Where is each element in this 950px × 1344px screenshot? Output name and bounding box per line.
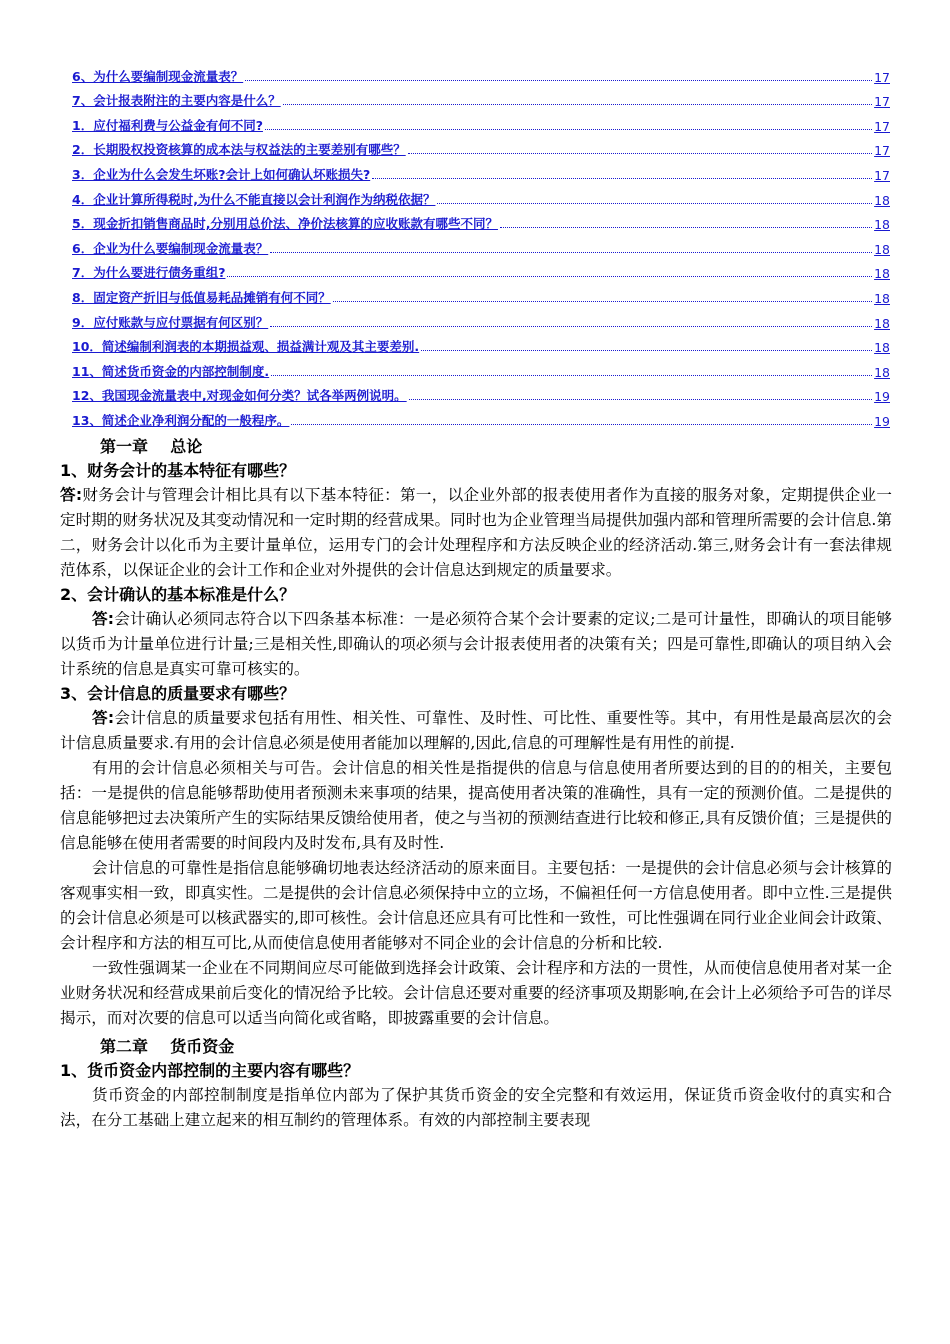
table-of-contents <box>72 62 890 431</box>
toc-entry-text: 6、为什么要编制现金流量表？ <box>72 68 244 84</box>
toc-entry[interactable] <box>72 357 890 382</box>
toc-page-number: 19 <box>874 389 890 405</box>
toc-page-number: 18 <box>874 364 890 380</box>
toc-entry[interactable] <box>72 185 890 210</box>
toc-entry-text: 6．企业为什么要编制现金流量表？ <box>72 240 269 256</box>
toc-entry-text: 12、我国现金流量表中,对现金如何分类？试各举两例说明。 <box>72 388 407 404</box>
toc-entry-text: 1．应付福利费与公益金有何不同? <box>72 117 263 133</box>
toc-page-number: 18 <box>874 266 890 282</box>
toc-leader <box>271 375 872 376</box>
toc-entry[interactable] <box>72 283 890 308</box>
toc-entry-text: 7．为什么要进行债务重组? <box>72 265 226 281</box>
toc-leader <box>421 350 872 351</box>
body-paragraph: 货币资金的内部控制制度是指单位内部为了保护其货币资金的安全完整和有效运用，保证货币资金收付的真实和合法，在分工基础上建立起来的相互制约的管理体系。有效的内部控制主要表现 <box>60 1085 892 1129</box>
toc-leader <box>500 227 872 228</box>
toc-page-number: 18 <box>874 217 890 233</box>
toc-page-number: 17 <box>874 69 890 85</box>
question-heading: 1、财务会计的基本特征有哪些？ <box>60 460 296 480</box>
answer-label: 答: <box>92 708 115 727</box>
answer-label: 答: <box>92 609 115 628</box>
toc-leader <box>291 424 872 425</box>
chapter-title: 第二章 货币资金 <box>100 1036 235 1056</box>
toc-entry[interactable] <box>72 210 890 235</box>
toc-page-number: 17 <box>874 167 890 183</box>
answer-text: 会计确认必须同志符合以下四条基本标准：一是必须符合某个会计要素的定议;二是可计量性，即确认的项目能够以货币为计量单位进行计量;三是相关性,即确认的项必须与会计报表使用者的决策有关；四是可靠性,即确认的项目纳入会计系统的信息是真实可靠可核实的。 <box>60 609 892 678</box>
question-heading: 3、会计信息的质量要求有哪些？ <box>60 683 296 703</box>
toc-entry[interactable] <box>72 308 890 333</box>
toc-leader <box>245 80 872 81</box>
toc-page-number: 18 <box>874 340 890 356</box>
toc-leader <box>437 203 872 204</box>
toc-entry-text: 13、简述企业净利润分配的一般程序。 <box>72 412 290 428</box>
toc-entry-text: 7、会计报表附注的主要内容是什么？ <box>72 93 281 109</box>
toc-leader <box>265 129 872 130</box>
toc-entry-text: 5．现金折扣销售商品时,分别用总价法、净价法核算的应收账款有哪些不同？ <box>72 216 498 232</box>
body-paragraph: 会计信息的可靠性是指信息能够确切地表达经济活动的原来面目。主要包括：一是提供的会计信息必须与会计核算的客观事实相一致，即真实性。二是提供的会计信息必须保持中立的立场，不偏袒任何一方信息使用者。即中立性.三是提供的会计信息必须是可以核武器实的,即可核性。会计信息还应具有可比性和一致性，可比性强调在同行业企业间会计政策、会计程序和方法的相互可比,从而使信息使用者能够对不同企业的会计信息的分析和比较. <box>60 858 892 952</box>
toc-entry-text: 11、简述货币资金的内部控制制度. <box>72 363 270 379</box>
toc-entry[interactable] <box>72 259 890 284</box>
toc-leader <box>270 252 872 253</box>
toc-entry-text: 2．长期股权投资核算的成本法与权益法的主要差别有哪些？ <box>72 142 406 158</box>
toc-entry[interactable] <box>72 382 890 407</box>
body-paragraph: 一致性强调某一企业在不同期间应尽可能做到选择会计政策、会计程序和方法的一贯性，从而使信息使用者对某一企业财务状况和经营成果前后变化的情况给予比较。会计信息还要对重要的经济事项及期影响,在会计上必须给予可告的详尽揭示，而对次要的信息可以适当向简化或省略，即披露重要的会计信息。 <box>60 958 892 1027</box>
chapter-title: 第一章 总论 <box>100 436 203 456</box>
toc-entry-text: 10．简述编制利润表的本期损益观、损益满计观及其主要差别. <box>72 339 420 355</box>
document-page <box>60 62 892 1133</box>
toc-entry[interactable] <box>72 111 890 136</box>
toc-entry-text: 8．固定资产折旧与低值易耗品摊销有何不同？ <box>72 289 331 305</box>
toc-leader <box>270 326 872 327</box>
answer-text: 财务会计与管理会计相比具有以下基本特征：第一，以企业外部的报表使用者作为直接的服务对象，定期提供企业一定时期的财务状况及其变动情况和一定时期的经营成果。同时也为企业管理当局提供加强内部和管理所需要的会计信息.第二，财务会计以化币为主要计量单位，运用专门的会计处理程序和方法反映企业的经济活动.第三,财务会计有一套法律规范体系，以保证企业的会计工作和企业对外提供的会计信息达到规定的质量要求。 <box>60 485 892 579</box>
toc-page-number: 18 <box>874 315 890 331</box>
toc-entry-text: 3．企业为什么会发生坏账?会计上如何确认坏账损失? <box>72 166 371 182</box>
toc-page-number: 17 <box>874 118 890 134</box>
toc-entry[interactable] <box>72 333 890 358</box>
toc-entry[interactable] <box>72 136 890 161</box>
toc-entry[interactable] <box>72 406 890 431</box>
toc-entry-text: 9．应付账款与应付票据有何区别？ <box>72 314 269 330</box>
toc-leader <box>227 276 872 277</box>
toc-page-number: 18 <box>874 241 890 257</box>
body-paragraph: 有用的会计信息必须相关与可告。会计信息的相关性是指提供的信息与信息使用者所要达到的目的的相关，主要包括：一是提供的信息能够帮助使用者预测未来事项的结果，提高使用者决策的准确性，具有一定的预测价值。二是提供的信息能够把过去决策所产生的实际结果反馈给使用者，使之与当初的预测结查进行比较和修正,具有反馈价值；三是提供的信息能够在使用者需要的时间段内及时发布,具有及时性. <box>60 758 892 852</box>
toc-leader <box>409 399 872 400</box>
question-heading: 2、会计确认的基本标准是什么？ <box>60 584 296 604</box>
answer-label: 答: <box>60 485 83 504</box>
toc-entry[interactable] <box>72 87 890 112</box>
toc-page-number: 19 <box>874 413 890 429</box>
toc-leader <box>372 178 872 179</box>
toc-entry[interactable] <box>72 62 890 87</box>
answer-text: 会计信息的质量要求包括有用性、相关性、可靠性、及时性、可比性、重要性等。其中，有用性是最高层次的会计信息质量要求.有用的会计信息必须是使用者能加以理解的,因此,信息的可理解性是有用性的前提. <box>60 708 892 752</box>
toc-leader <box>283 104 872 105</box>
toc-entry-text: 4．企业计算所得税时,为什么不能直接以会计利润作为纳税依据？ <box>72 191 436 207</box>
toc-leader <box>408 153 872 154</box>
toc-page-number: 18 <box>874 192 890 208</box>
toc-page-number: 17 <box>874 94 890 110</box>
toc-leader <box>333 301 872 302</box>
toc-page-number: 17 <box>874 143 890 159</box>
toc-page-number: 18 <box>874 290 890 306</box>
toc-entry[interactable] <box>72 160 890 185</box>
answer-paragraph <box>60 706 892 756</box>
question-heading: 1、货币资金内部控制的主要内容有哪些？ <box>60 1060 360 1080</box>
toc-entry[interactable] <box>72 234 890 259</box>
answer-paragraph <box>60 607 892 682</box>
answer-paragraph <box>60 483 892 583</box>
